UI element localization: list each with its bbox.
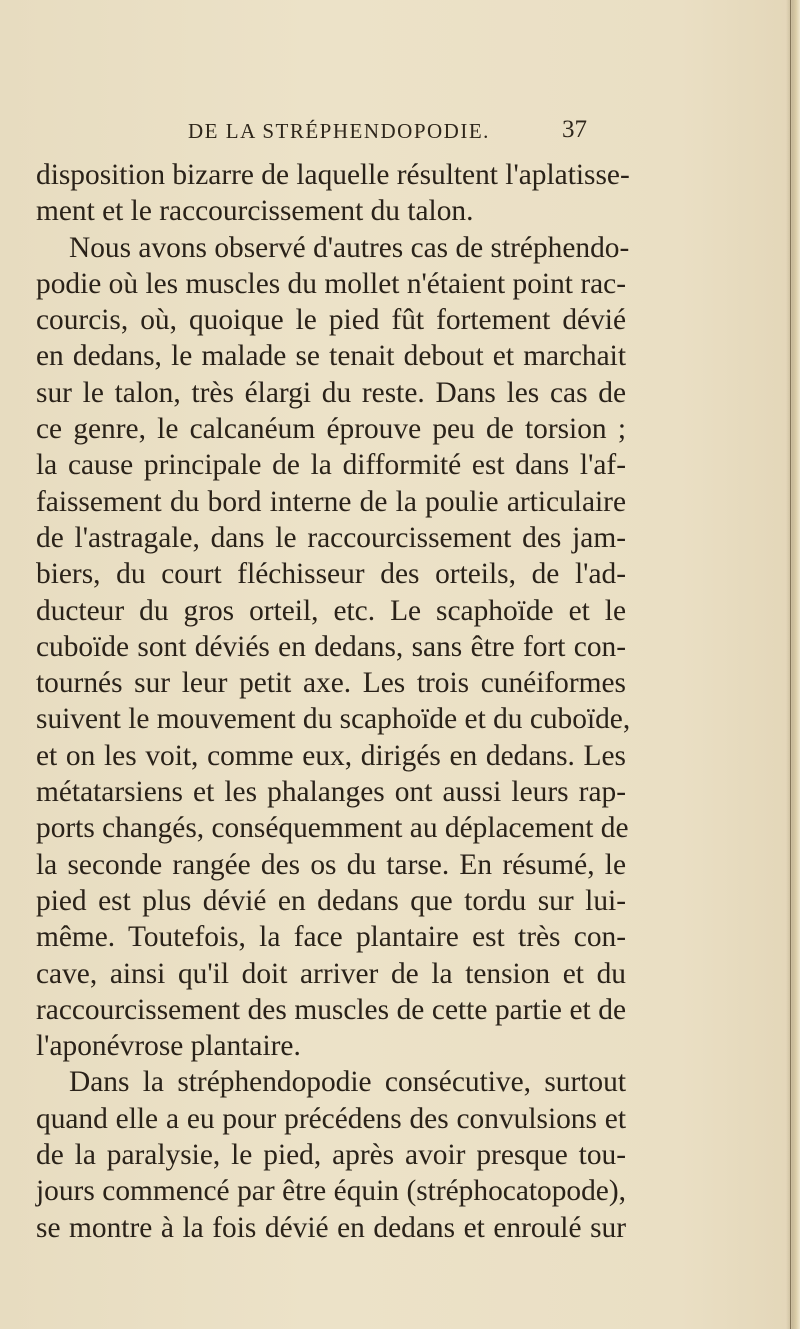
text-line: cuboïde sont déviés en dedans, sans être fort con- <box>36 630 626 663</box>
text-line: la seconde rangée des os du tarse. En résumé, le <box>36 848 626 881</box>
text-line: pied est plus dévié en dedans que tordu sur lui- <box>36 884 626 917</box>
page-edge-line <box>790 0 791 1329</box>
text-line: jours commencé par être équin (stréphocatopode), <box>36 1175 626 1208</box>
text-line: l'aponévrose plantaire. <box>36 1030 301 1063</box>
text-line: et on les voit, comme eux, dirigés en dedans. Les <box>36 739 626 772</box>
text-line: raccourcissement des muscles de cette partie et de <box>36 993 626 1026</box>
text-line: ducteur du gros orteil, etc. Le scaphoïde et le <box>36 594 626 627</box>
text-line: de l'astragale, dans le raccourcissement des jam- <box>36 521 626 554</box>
text-line: faissement du bord interne de la poulie articulaire <box>36 485 626 518</box>
text-line: cave, ainsi qu'il doit arriver de la tension et du <box>36 957 626 990</box>
page-header <box>0 116 800 149</box>
text-line: en dedans, le malade se tenait debout et marchait <box>36 340 626 373</box>
page-number: 37 <box>562 116 587 143</box>
text-line: ports changés, conséquemment au déplacement de <box>36 812 629 845</box>
text-line: ce genre, le calcanéum éprouve peu de torsion ; <box>36 413 626 446</box>
text-line: se montre à la fois dévié en dedans et enroulé sur <box>36 1211 626 1244</box>
text-line: métatarsiens et les phalanges ont aussi leurs rap- <box>36 776 626 809</box>
text-line: la cause principale de la difformité est dans l'af- <box>36 449 626 482</box>
text-line: de la paralysie, le pied, après avoir presque tou- <box>36 1139 626 1172</box>
text-line: suivent le mouvement du scaphoïde et du cuboïde, <box>36 703 631 736</box>
text-line: biers, du court fléchisseur des orteils, de l'ad- <box>36 558 626 591</box>
text-line: ment et le raccourcissement du talon. <box>36 195 474 228</box>
text-line: Dans la stréphendopodie consécutive, surtout <box>69 1066 626 1099</box>
text-line: Nous avons observé d'autres cas de stréphendo- <box>69 231 630 264</box>
page-edge-shadow <box>786 0 800 1329</box>
text-line: courcis, où, quoique le pied fût fortement dévié <box>36 304 626 337</box>
text-line: disposition bizarre de laquelle résultent l'aplatisse- <box>36 159 630 191</box>
text-line: même. Toutefois, la face plantaire est très con- <box>36 921 626 954</box>
running-title: DE LA STRÉPHENDOPODIE. <box>188 119 490 143</box>
text-line: podie où les muscles du mollet n'étaient point rac- <box>36 267 626 300</box>
text-line: quand elle a eu pour précédens des convulsions et <box>36 1102 626 1135</box>
text-line: sur le talon, très élargi du reste. Dans les cas de <box>36 376 626 409</box>
body-text <box>36 157 631 1246</box>
text-line: tournés sur leur petit axe. Les trois cunéiformes <box>36 667 626 700</box>
